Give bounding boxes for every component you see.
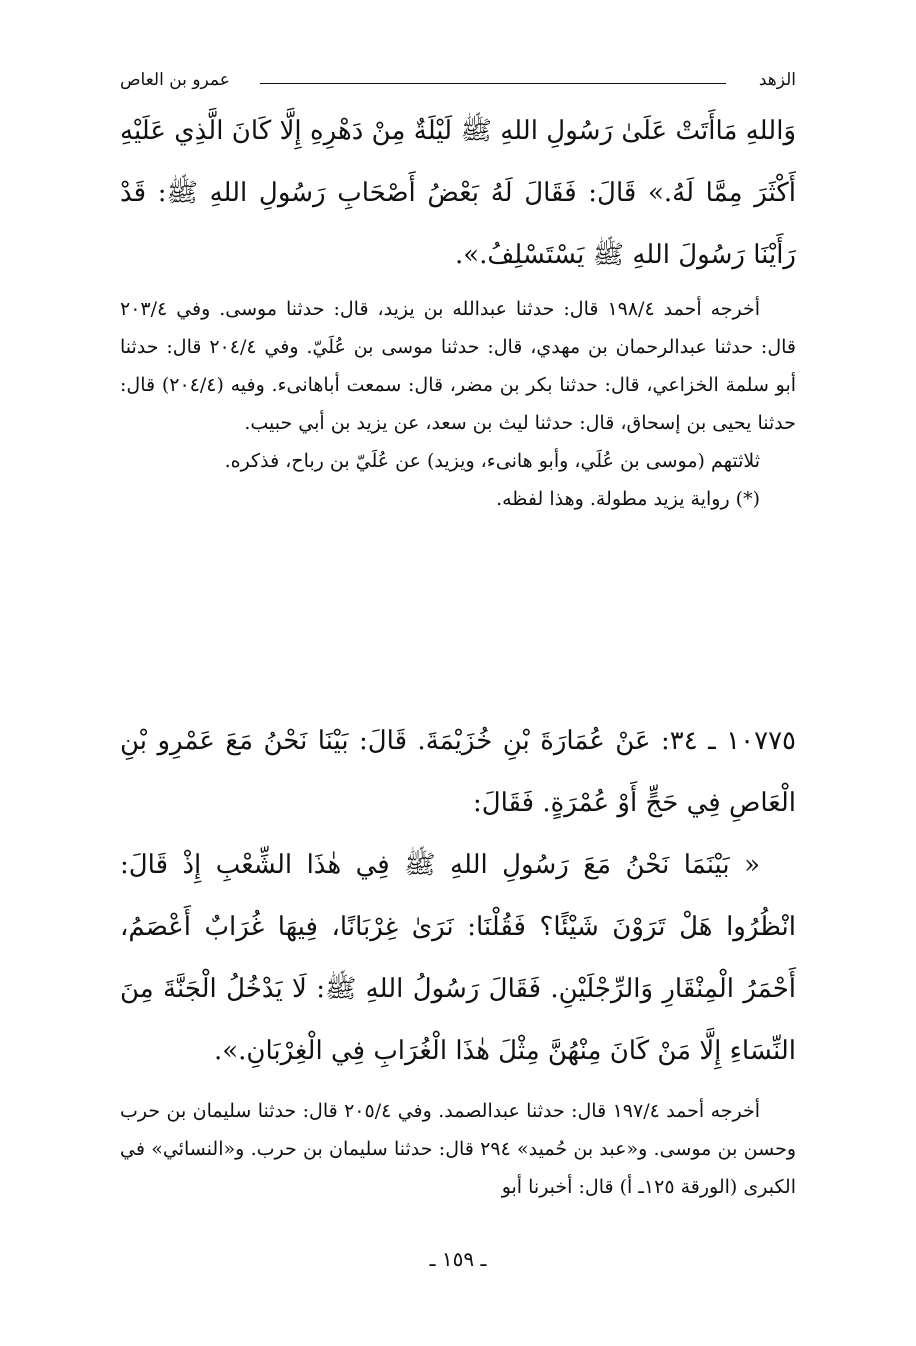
hadith-34 — [120, 710, 796, 1082]
takhrij-2-paragraph-1: أخرجه أحمد ١٩٧/٤ قال: حدثنا عبدالصمد. وفي ٢٠٥/٤ قال: حدثنا سليمان بن حرب وحسن بن موسى. و«عبد بن حُميد» ٢٩٤ قال: حدثنا سليمان بن حرب. و«النسائي» في الكبرى (الورقة ١٢٥ـ أ) قال: أخبرنا أبو — [120, 1100, 796, 1198]
hadith-continuation — [120, 100, 796, 286]
header-rule — [260, 83, 726, 84]
takhrij-note-2 — [120, 1092, 796, 1206]
header-book-title: الزهد — [758, 70, 796, 90]
hadith-34-intro: ١٠٧٧٥ ـ ٣٤: عَنْ عُمَارَةَ بْنِ خُزَيْمَةَ. قَالَ: بَيْنَا نَحْنُ مَعَ عَمْرِو بْنِ الْعَاصِ فِي حَجٍّ أَوْ عُمْرَةٍ. فَقَالَ: — [120, 726, 796, 818]
page-number: ـ ١٥٩ ـ — [429, 1247, 487, 1271]
hadith-34-text: « بَيْنَمَا نَحْنُ مَعَ رَسُولِ اللهِ ﷺ فِي هٰذَا الشِّعْبِ إِذْ قَالَ: انْظُرُوا هَلْ تَرَوْنَ شَيْئًا؟ فَقُلْنَا: نَرَىٰ غِرْبَانًا، فِيهَا غُرَابٌ أَعْصَمُ، أَحْمَرُ الْمِنْقَارِ وَالرِّجْلَيْنِ. فَقَالَ رَسُولُ اللهِ ﷺ: لَا يَدْخُلُ الْجَنَّةَ مِنَ النِّسَاءِ إِلَّا مَنْ كَانَ مِنْهُنَّ مِثْلَ هٰذَا الْغُرَابِ فِي الْغِرْبَانِ.». — [120, 850, 796, 1066]
hadith-end-text: وَاللهِ مَاأَتَتْ عَلَىٰ رَسُولِ اللهِ ﷺ لَيْلَةٌ مِنْ دَهْرِهِ إِلَّا كَانَ الَّذِي عَلَيْهِ أَكْثَرَ مِمَّا لَهُ.» قَالَ: فَقَالَ لَهُ بَعْضُ أَصْحَابِ رَسُولِ اللهِ ﷺ: قَدْ رَأَيْنَا رَسُولَ اللهِ ﷺ يَسْتَسْلِفُ.». — [120, 116, 796, 270]
takhrij-1-paragraph-2: ثلاثتهم (موسى بن عُلَي، وأبو هانىء، ويزيد) عن عُلَيّ بن رباح، فذكره. — [224, 450, 760, 472]
takhrij-1-paragraph-1: أخرجه أحمد ١٩٨/٤ قال: حدثنا عبدالله بن يزيد، قال: حدثنا موسى. وفي ٢٠٣/٤ قال: حدثنا عبدالرحمان بن مهدي، قال: حدثنا موسى بن عُلَيّ. وفي ٢٠٤/٤ قال: حدثنا أبو سلمة الخزاعي، قال: حدثنا بكر بن مضر، قال: سمعت أباهانىء. وفيه (٢٠٤/٤) قال: حدثنا يحيى بن إسحاق، قال: حدثنا ليث بن سعد، عن يزيد بن أبي حبيب. — [120, 298, 797, 434]
header-chapter-title: عمرو بن العاص — [120, 70, 230, 90]
running-header — [120, 70, 796, 96]
takhrij-note-1 — [120, 290, 796, 518]
takhrij-1-footnote: (*) رواية يزيد مطولة. وهذا لفظه. — [496, 488, 760, 510]
